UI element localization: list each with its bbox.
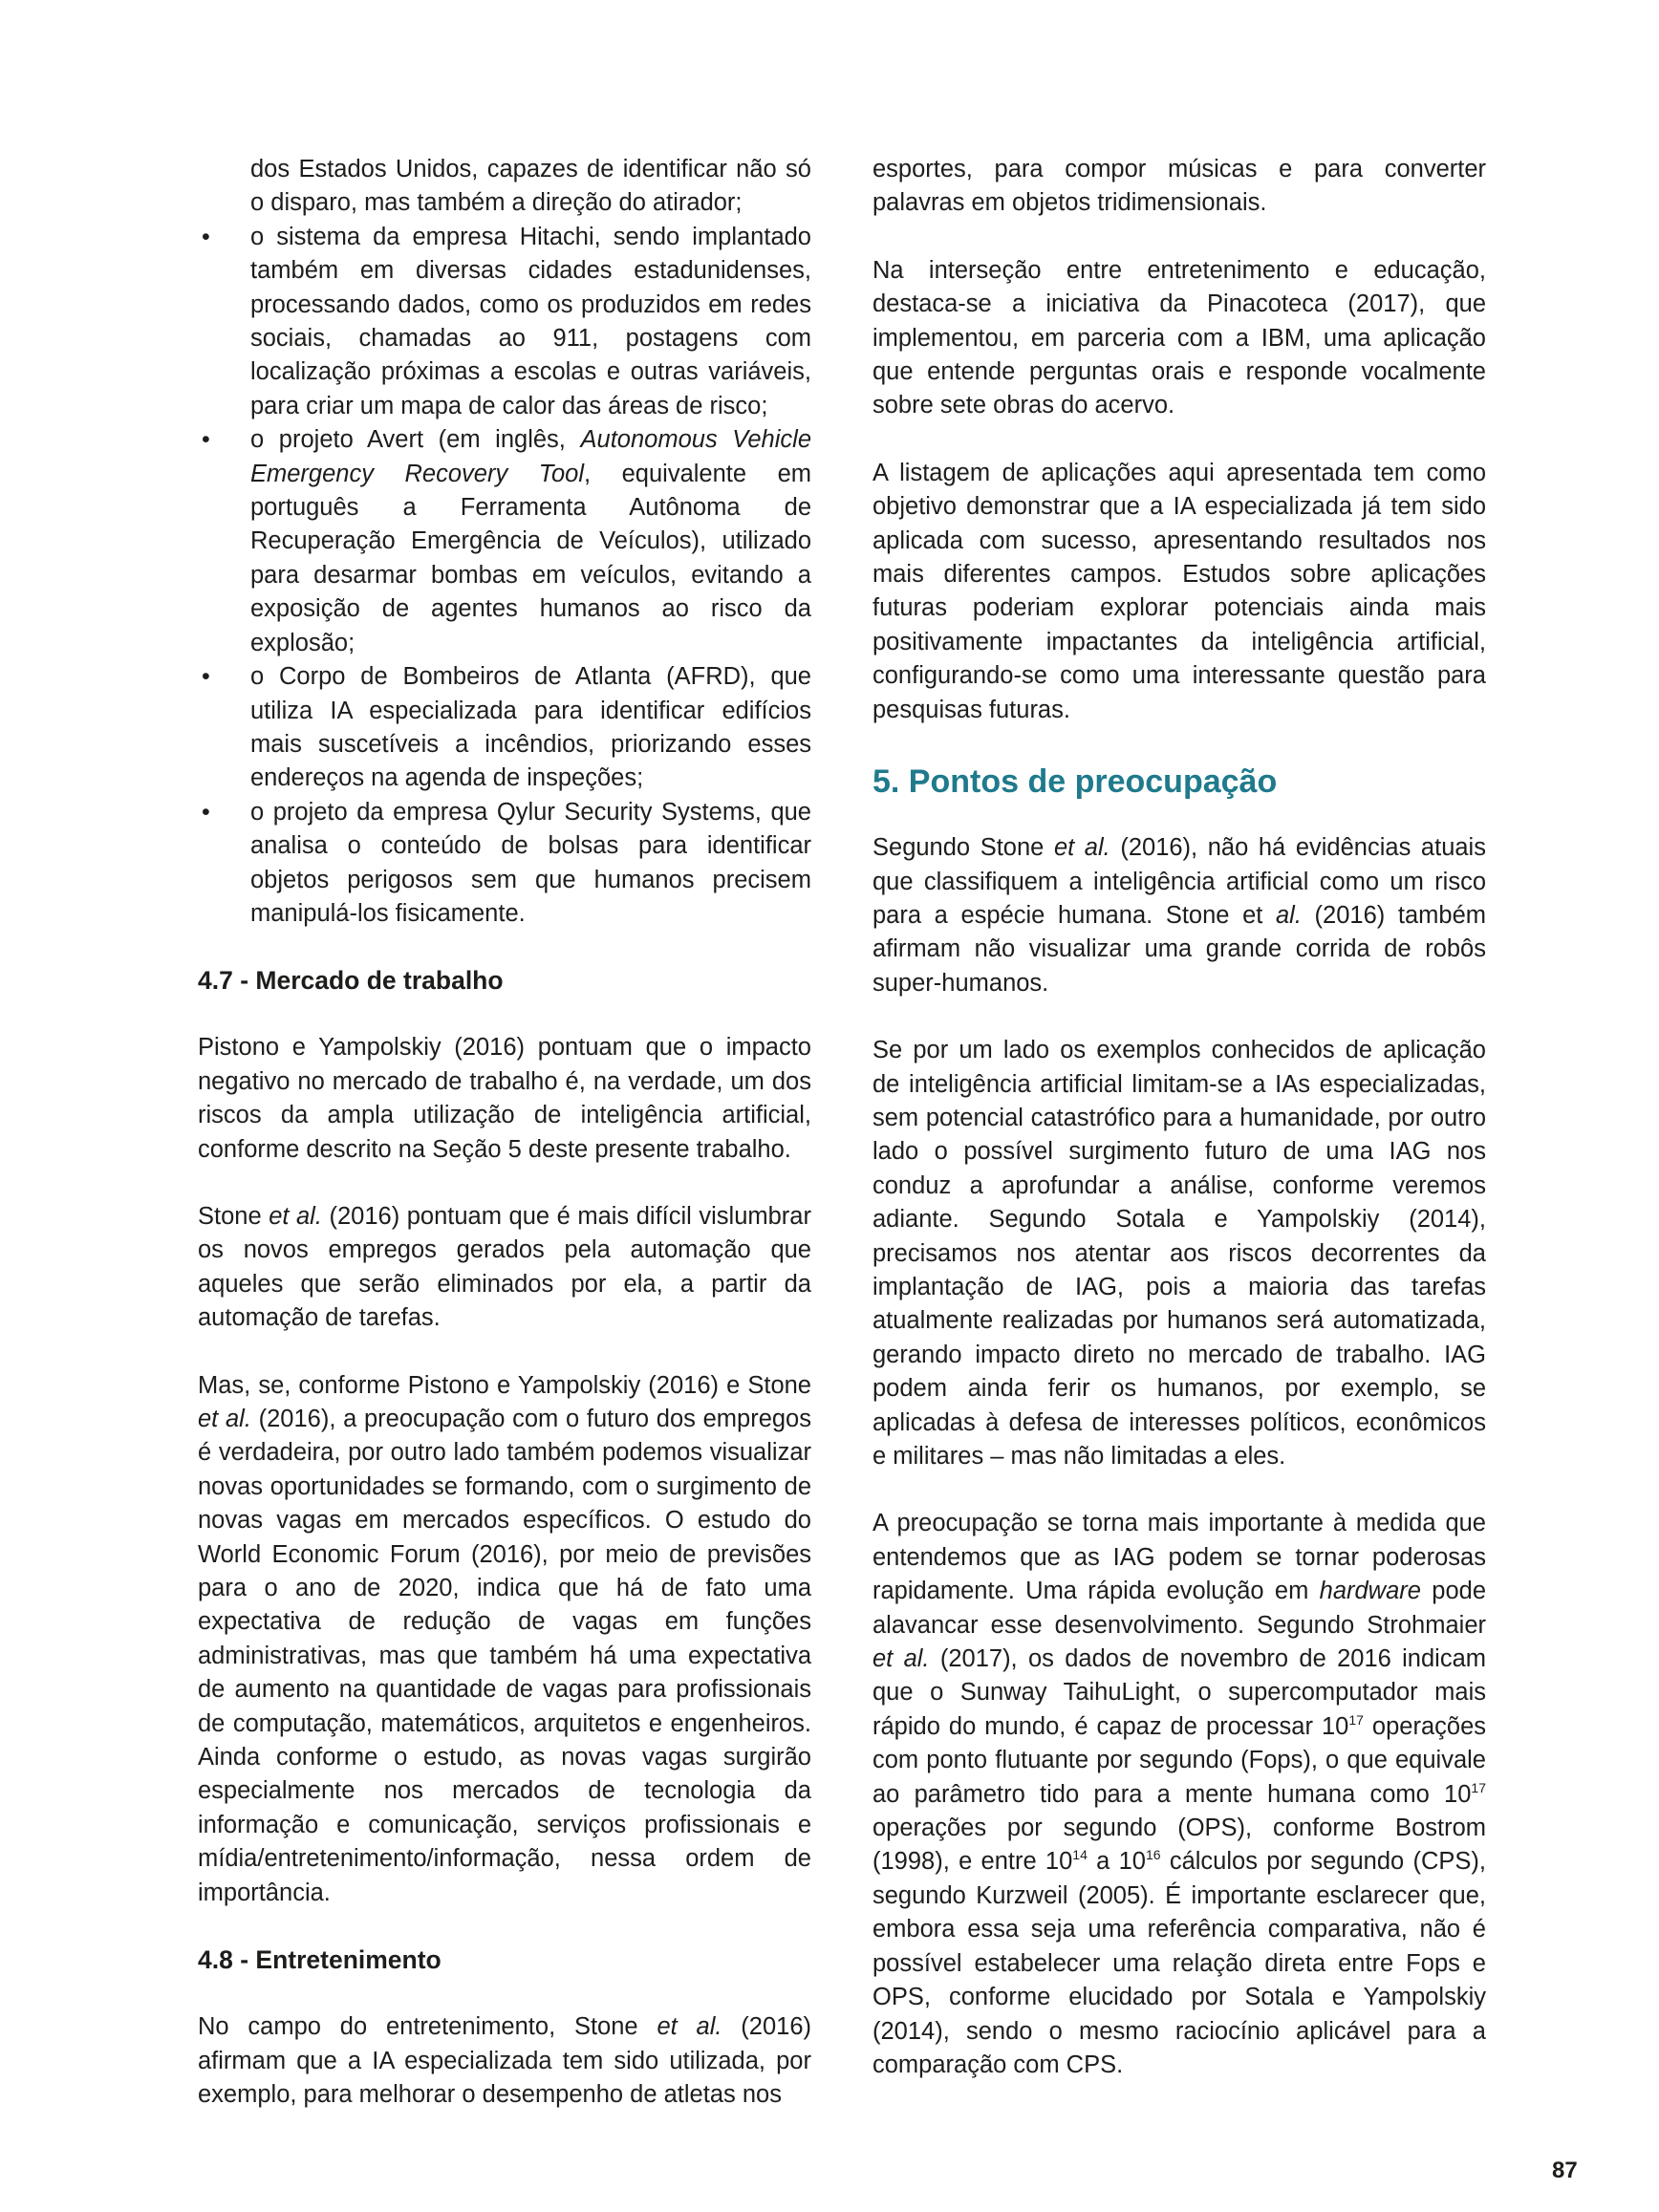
bullet-icon: • (202, 426, 210, 454)
right-column (873, 153, 1486, 2082)
list-item: • o projeto Avert (em inglês, Autonomous Vehicle Emergency Recovery Tool, equivalente em português a Ferramenta Autônoma de Recuperação Emergência de Veículos), utilizado para desarmar bombas em veículos, evitando a exposição de agentes humanos ao risco da explosão; (198, 423, 811, 660)
paragraph: Stone et al. (2016) pontuam que é mais difícil vislumbrar os novos empregos gerados pela automação que aqueles que serão eliminados por ela, a partir da automação de tarefas. (198, 1202, 811, 1332)
subsection-heading-4-8: 4.8 - Entretenimento (198, 1945, 442, 1975)
paragraph: Mas, se, conforme Pistono e Yampolskiy (2016) e Stone et al. (2016), a preocupação com o futuro dos empregos é verdadeira, por outro lado também podemos visualizar novas oportunidades se formando, com o surgimento de novas vagas em mercados específicos. O estudo do World Economic Forum (2016), por meio de previsões para o ano de 2020, indica que há de fato uma expectativa de redução de vagas em funções administrativas, mas que também há uma expectativa de aumento na quantidade de vagas para profissionais de computação, matemáticos, arquitetos e engenheiros. Ainda conforme o estudo, as novas vagas surgirão especialmente nos mercados de tecnologia da informação e comunicação, serviços profissionais e mídia/entretenimento/informação, nessa ordem de importância. (198, 1371, 811, 1906)
list-item: • o Corpo de Bombeiros de Atlanta (AFRD), que utiliza IA especializada para identificar edifícios mais suscetíveis a incêndios, priorizando esses endereços na agenda de inspeções; (198, 660, 811, 796)
paragraph: Se por um lado os exemplos conhecidos de aplicação de inteligência artificial limitam-se a IAs especializadas, sem potencial catastrófico para a humanidade, por outro lado o possível surgimento futuro de uma IAG nos conduz a aprofundar a análise, conforme veremos adiante. Segundo Sotala e Yampolskiy (2014), precisamos nos atentar aos riscos decorrentes da implantação de IAG, pois a maioria das tarefas atualmente realizadas por humanos será automatizada, gerando impacto direto no mercado de trabalho. IAG podem ainda ferir os humanos, por exemplo, se aplicadas à defesa de interesses políticos, econômicos e militares – mas não limitadas a eles. (873, 1037, 1486, 1470)
bullet-list (198, 221, 811, 932)
paragraph: Segundo Stone et al. (2016), não há evidências atuais que classifiquem a inteligência artificial como um risco para a espécie humana. Stone et al. (2016) também afirmam não visualizar uma grande corrida de robôs super-humanos. (873, 834, 1486, 997)
paragraph: No campo do entretenimento, Stone et al. (2016) afirmam que a IA especializada tem sido utilizada, por exemplo, para melhorar o desempenho de atletas nos (198, 2013, 811, 2108)
subsection-heading-4-7: 4.7 - Mercado de trabalho (198, 966, 504, 996)
bullet-icon: • (202, 663, 210, 691)
page-number: 87 (1552, 2158, 1578, 2183)
list-item: • o projeto da empresa Qylur Security Systems, que analisa o conteúdo de bolsas para identificar objetos perigosos sem que humanos precisem manipulá-los fisicamente. (198, 796, 811, 932)
paragraph: Na interseção entre entretenimento e educação, destaca-se a iniciativa da Pinacoteca (2017), que implementou, em parceria com a IBM, uma aplicação que entende perguntas orais e responde vocalmente sobre sete obras do acervo. (873, 256, 1486, 419)
list-item: • o sistema da empresa Hitachi, sendo implantado também em diversas cidades estadunidenses, processando dados, como os produzidos em redes sociais, chamadas ao 911, postagens com localização próximas a escolas e outras variáveis, para criar um mapa de calor das áreas de risco; (198, 221, 811, 423)
paragraph: A listagem de aplicações aqui apresentada tem como objetivo demonstrar que a IA especializada já tem sido aplicada com sucesso, apresentando resultados nos mais diferentes campos. Estudos sobre aplicações futuras poderiam explorar potenciais ainda mais positivamente impactantes da inteligência artificial, configurando-se como uma interessante questão para pesquisas futuras. (873, 459, 1486, 723)
bullet-continuation: dos Estados Unidos, capazes de identificar não só o disparo, mas também a direção do atirador; (250, 156, 811, 217)
left-column (198, 153, 811, 2112)
section-heading-5: 5. Pontos de preocupação (873, 763, 1278, 801)
paragraph: Pistono e Yampolskiy (2016) pontuam que o impacto negativo no mercado de trabalho é, na verdade, um dos riscos da ampla utilização de inteligência artificial, conforme descrito na Seção 5 deste presente trabalho. (198, 1034, 811, 1163)
bullet-icon: • (202, 798, 210, 826)
paragraph: A preocupação se torna mais importante à medida que entendemos que as IAG podem se tornar poderosas rapidamente. Uma rápida evolução em hardware pode alavancar esse desenvolvimento. Segundo Strohmaier et al. (2017), os dados de novembro de 2016 indicam que o Sunway TaihuLight, o supercomputador mais rápido do mundo, é capaz de processar $10^{17}$ operações com ponto flutuante por segundo (Fops), o que equivale ao parâmetro tido para a mente humana como $10^{17}$ operações por segundo (OPS), conforme Bostrom (1998), e entre $10^{14}$ a $10^{16}$ cálculos por segundo (CPS), segundo Kurzweil (2005). É importante esclarecer que, embora essa seja uma referência comparativa, não é possível estabelecer uma relação direta entre Fops e OPS, conforme elucidado por Sotala e Yampolskiy (2014), sendo o mesmo raciocínio aplicável para a comparação com CPS. (873, 1510, 1487, 2078)
bullet-icon: • (202, 223, 210, 250)
paragraph: esportes, para compor músicas e para converter palavras em objetos tridimensionais. (873, 156, 1486, 217)
